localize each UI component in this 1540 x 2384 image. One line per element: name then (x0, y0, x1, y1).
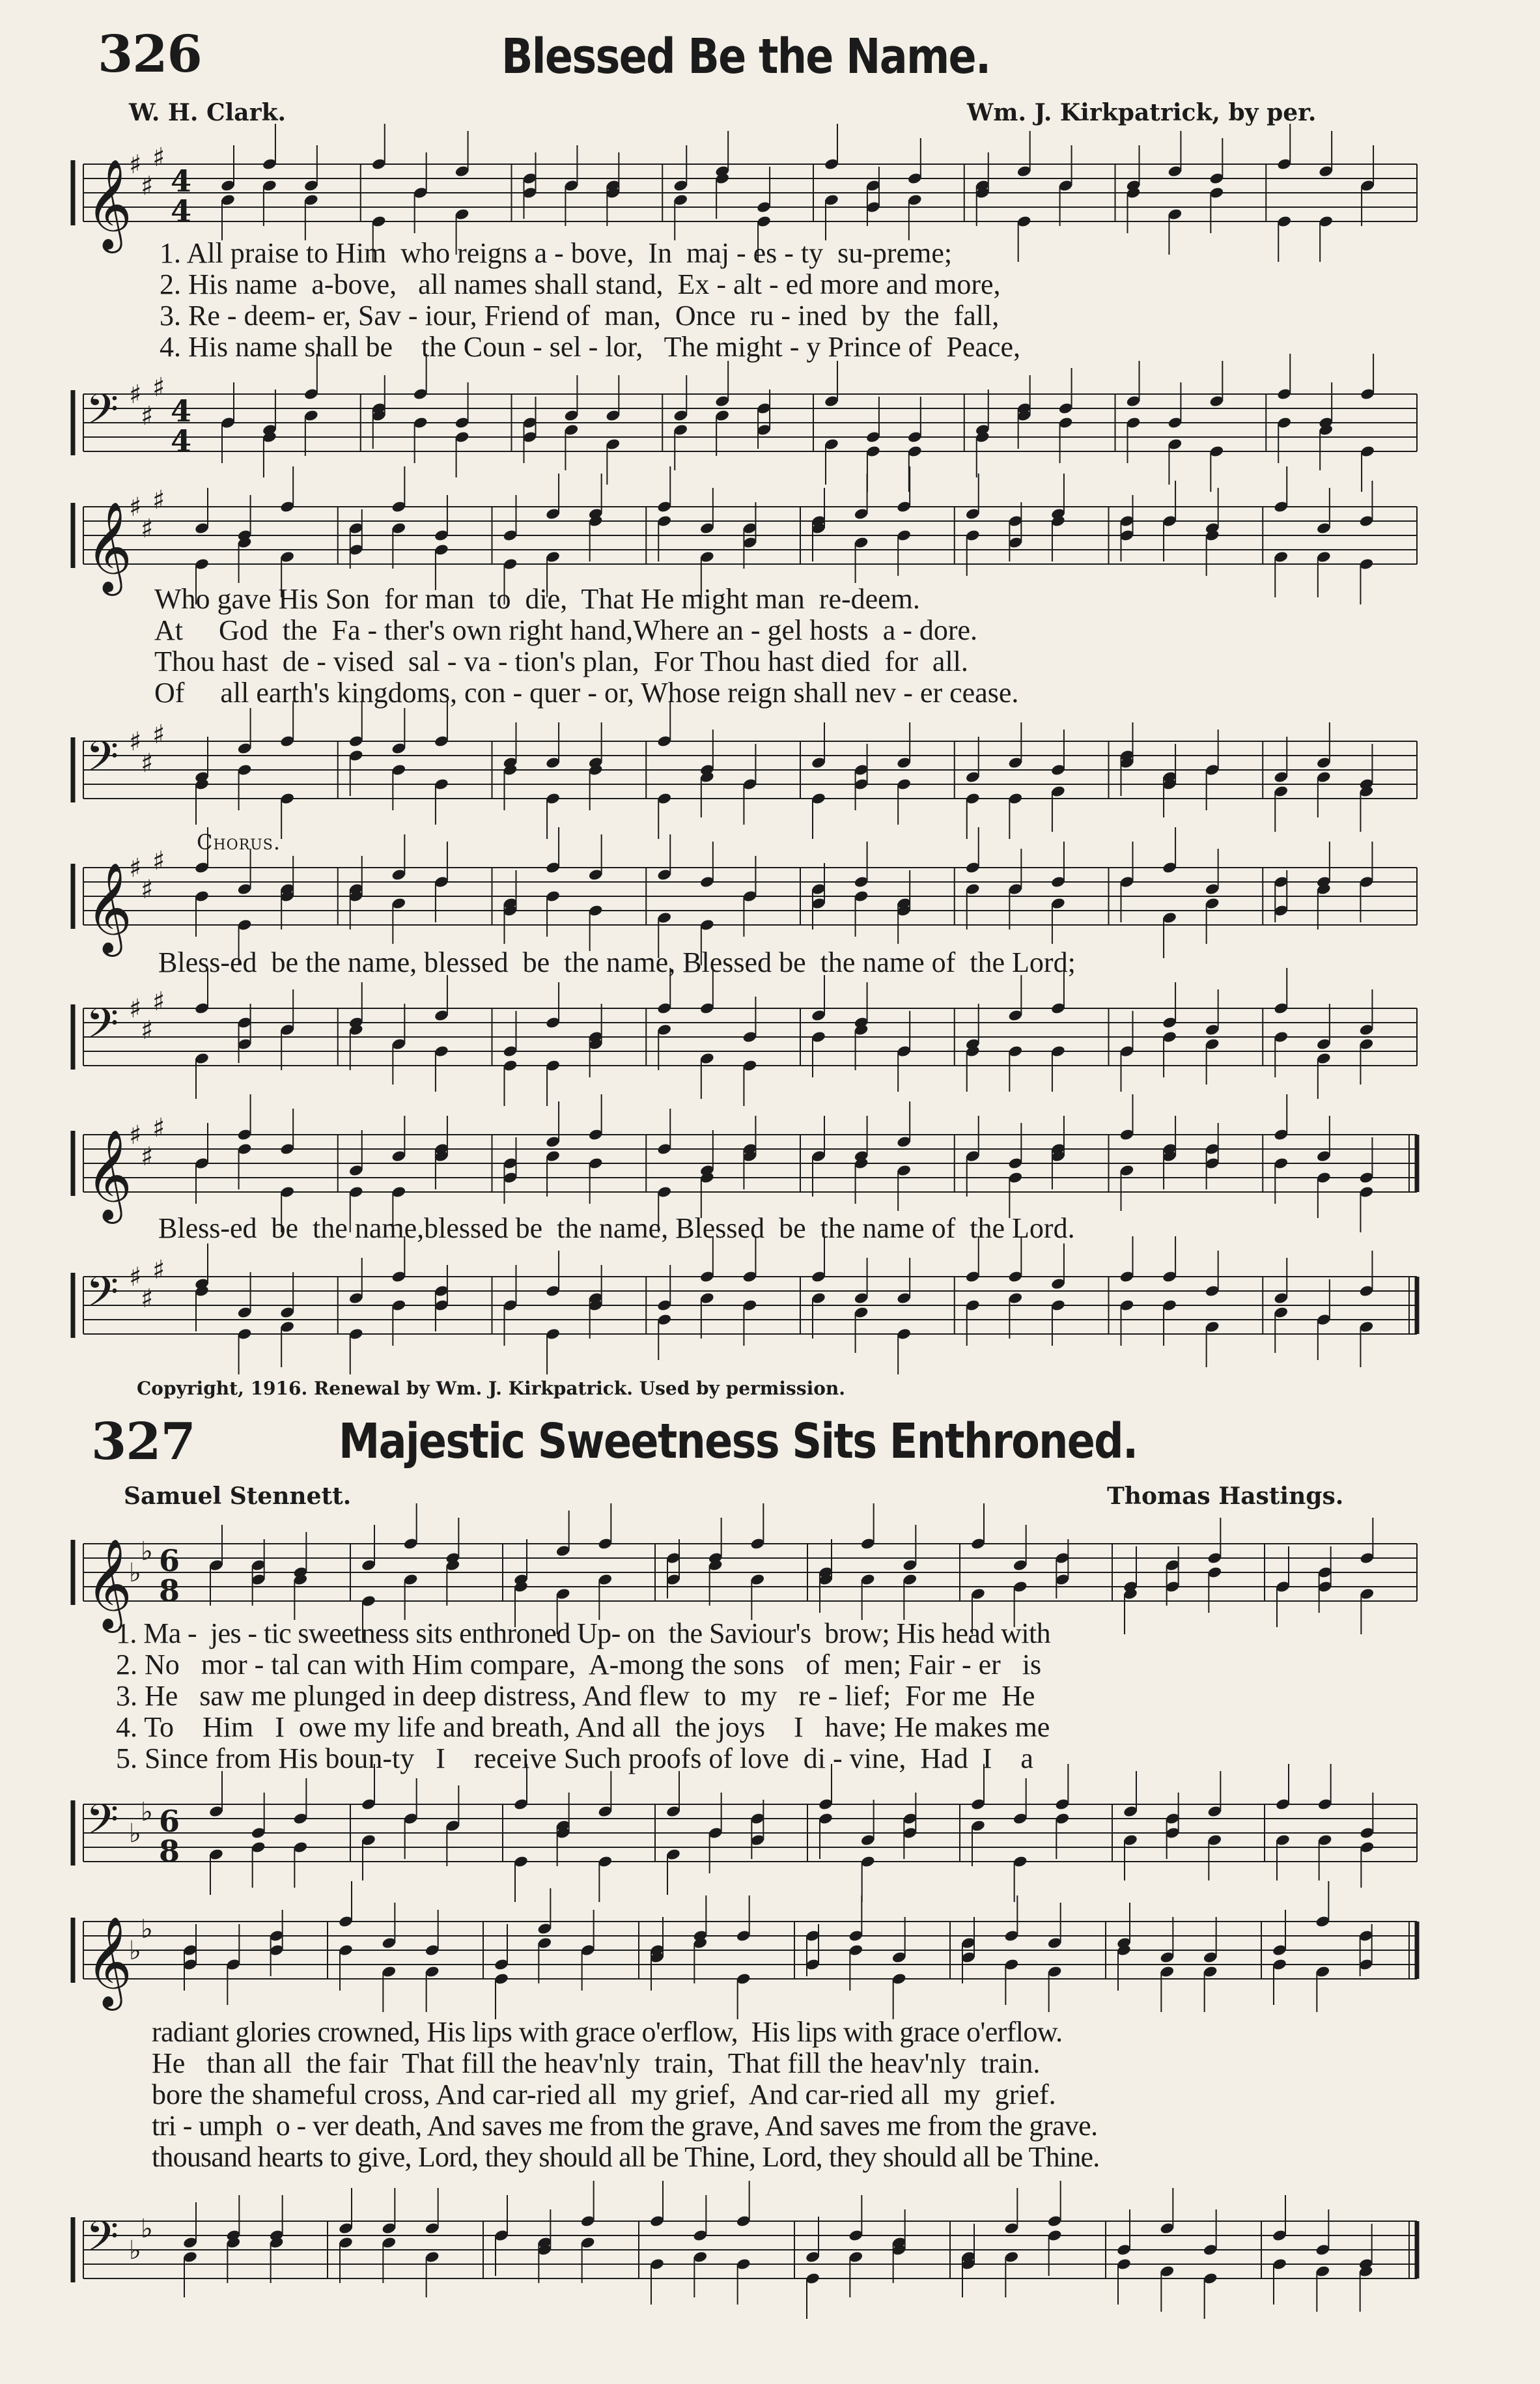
music-staff-bass (0, 989, 1540, 1080)
treble-clef-icon: 𝄞 (86, 1916, 132, 2007)
bass-clef-icon: 𝄢 (86, 1796, 119, 1854)
flat-icon: ♭ (141, 1797, 153, 1827)
hymn-author: Samuel Stennett. (124, 1483, 352, 1510)
treble-clef-icon: 𝄞 (86, 1539, 132, 1629)
sharp-icon: ♯ (129, 1120, 142, 1150)
verse-line: 3. Re - deem- er, Sav - iour, Friend of man, Once ru - ined by the fall, (160, 300, 1000, 332)
hymn-number: 327 (91, 1412, 195, 1471)
sharp-icon: ♯ (152, 373, 165, 403)
chorus-line: Bless-ed be the name, blessed be the name, Blessed be the name of the Lord; (158, 946, 1076, 978)
verse-line: Of all earth's kingdoms, con - quer - or, Whose reign shall nev - er cease. (154, 677, 1019, 709)
verse-line: Thou hast de - vised sal - va - tion's plan, For Thou hast died for all. (154, 646, 968, 677)
music-staff-bass (0, 1785, 1540, 1876)
sharp-icon: ♯ (129, 1262, 142, 1292)
sharp-icon: ♯ (141, 171, 154, 201)
flat-icon: ♭ (129, 1936, 141, 1966)
sharp-icon: ♯ (141, 1284, 154, 1314)
verse-line: 1. Ma - jes - tic sweetness sits enthroned Up- on the Saviour's brow; His head with (116, 1617, 1050, 1649)
verse-line: thousand hearts to give, Lord, they should all be Thine, Lord, they should all be Thine. (152, 2141, 1100, 2173)
music-staff-bass (0, 1257, 1540, 1348)
hymn-title: Blessed Be the Name. (501, 29, 990, 85)
verse-line: 4. His name shall be the Coun - sel - lor, The might - y Prince of Peace, (160, 331, 1021, 363)
sharp-icon: ♯ (141, 514, 154, 544)
flat-icon: ♭ (141, 2214, 153, 2244)
chorus-line: Bless-ed be the name,blessed be the name, Blessed be the name of the Lord. (158, 1212, 1075, 1244)
sharp-icon: ♯ (129, 492, 142, 522)
treble-clef-icon: 𝄞 (86, 1129, 132, 1220)
music-staff-bass (0, 722, 1540, 813)
sharp-icon: ♯ (141, 1142, 154, 1172)
music-staff-treble (0, 846, 1540, 953)
music-staff-treble (0, 1524, 1540, 1629)
hymn-number: 326 (98, 25, 202, 84)
treble-clef-icon: 𝄞 (86, 862, 132, 953)
time-signature-top: 6 (159, 1543, 180, 1578)
bass-clef-icon: 𝄢 (86, 1000, 119, 1058)
sharp-icon: ♯ (152, 846, 165, 876)
verse-line: bore the shameful cross, And car-ried all my grief, And car-ried all my grief. (152, 2079, 1056, 2110)
sharp-icon: ♯ (152, 987, 165, 1017)
hymn-title: Majestic Sweetness Sits Enthroned. (339, 1413, 1138, 1469)
verse-line: 1. All praise to Him who reigns a - bove, In maj - es - ty su-preme; (160, 237, 953, 269)
music-staff-treble (0, 1902, 1540, 2007)
sharp-icon: ♯ (129, 150, 142, 180)
treble-clef-icon: 𝄞 (86, 502, 132, 592)
chorus-label: Chorus. (197, 830, 281, 855)
time-signature-bottom: 8 (159, 1573, 180, 1608)
music-staff-bass (0, 375, 1540, 466)
sharp-icon: ♯ (141, 748, 154, 778)
time-signature-top: 4 (171, 163, 192, 199)
sharp-icon: ♯ (152, 720, 165, 750)
treble-clef-icon: 𝄞 (86, 159, 132, 249)
copyright-notice: Copyright, 1916. Renewal by Wm. J. Kirkpatrick. Used by permission. (137, 1378, 845, 1399)
sharp-icon: ♯ (152, 143, 165, 173)
sharp-icon: ♯ (129, 853, 142, 883)
flat-icon: ♭ (129, 1819, 141, 1849)
flat-icon: ♭ (141, 1537, 153, 1567)
flat-icon: ♭ (129, 2235, 141, 2265)
verse-line: radiant glories crowned, His lips with grace o'erflow, His lips with grace o'erflow. (152, 2016, 1063, 2048)
verse-line: 4. To Him I owe my life and breath, And all the joys I have; He makes me (116, 1711, 1050, 1743)
sharp-icon: ♯ (129, 994, 142, 1024)
sharp-icon: ♯ (141, 401, 154, 431)
music-staff-treble (0, 1113, 1540, 1220)
sharp-icon: ♯ (129, 380, 142, 410)
bass-clef-icon: 𝄢 (86, 733, 119, 791)
sharp-icon: ♯ (152, 1255, 165, 1285)
time-signature-bottom: 4 (171, 423, 192, 459)
music-staff-treble (0, 143, 1540, 249)
verse-line: 2. His name a-bove, all names shall stand, Ex - alt - ed more and more, (160, 268, 1001, 300)
verse-line: He than all the fair That fill the heav'nly train, That fill the heav'nly train. (152, 2047, 1041, 2079)
hymn-author: W. H. Clark. (129, 99, 287, 126)
sharp-icon: ♯ (152, 1113, 165, 1143)
music-staff-bass (0, 2202, 1540, 2293)
music-staff-treble (0, 485, 1540, 592)
verse-line: Who gave His Son for man to die, That He might man re-deem. (154, 583, 920, 615)
flat-icon: ♭ (129, 1558, 141, 1588)
hymn-composer: Thomas Hastings. (1107, 1483, 1344, 1510)
verse-line: 3. He saw me plunged in deep distress, And flew to my re - lief; For me He (116, 1680, 1035, 1712)
time-signature-top: 6 (159, 1804, 180, 1839)
time-signature-top: 4 (171, 393, 192, 429)
verse-line: tri - umph o - ver death, And saves me from the grave, And saves me from the grave. (152, 2110, 1098, 2142)
bass-clef-icon: 𝄢 (86, 386, 119, 444)
bass-clef-icon: 𝄢 (86, 1268, 119, 1327)
sharp-icon: ♯ (141, 875, 154, 905)
bass-clef-icon: 𝄢 (86, 2213, 119, 2271)
verse-line: At God the Fa - ther's own right hand,Where an - gel hosts a - dore. (154, 614, 978, 646)
hymn-composer: Wm. J. Kirkpatrick, by per. (967, 99, 1317, 126)
time-signature-bottom: 8 (159, 1834, 180, 1869)
sharp-icon: ♯ (129, 727, 142, 757)
sharp-icon: ♯ (141, 1015, 154, 1045)
time-signature-bottom: 4 (171, 193, 192, 229)
verse-line: 5. Since from His boun-ty I receive Such proofs of love di - vine, Had I a (116, 1742, 1033, 1774)
sharp-icon: ♯ (152, 485, 165, 515)
verse-line: 2. No mor - tal can with Him compare, A-mong the sons of men; Fair - er is (116, 1649, 1042, 1681)
flat-icon: ♭ (141, 1914, 153, 1944)
